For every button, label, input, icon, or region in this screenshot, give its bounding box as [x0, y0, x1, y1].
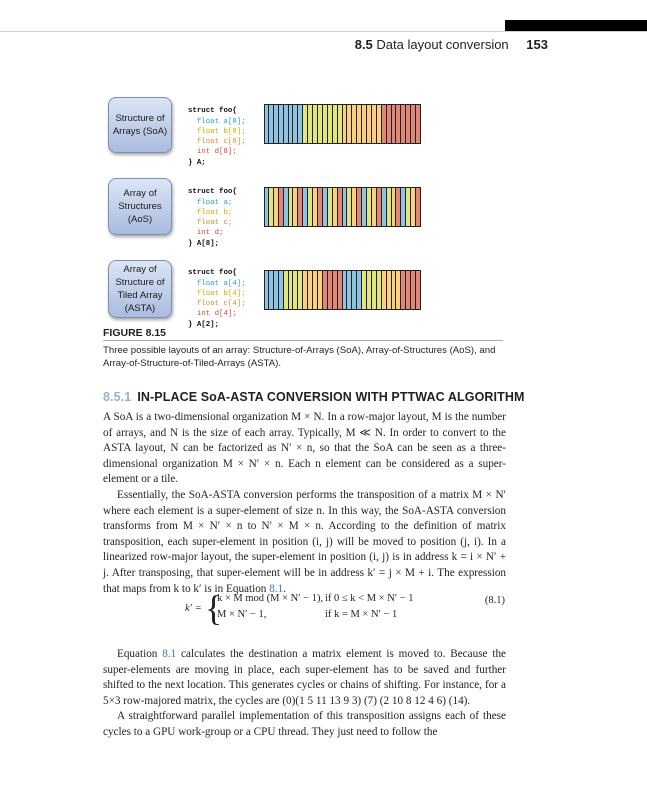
- header-rule: [0, 31, 647, 32]
- equation-cond-2: if k = M × N′ − 1: [325, 609, 398, 620]
- body-text-top: [103, 410, 506, 597]
- running-header: [0, 37, 548, 52]
- asta-code: [188, 258, 246, 330]
- code-line: int d[8];: [196, 148, 237, 157]
- aos-label: Array of Structures (AoS): [108, 178, 172, 235]
- equation-lhs: k′ =: [185, 603, 202, 614]
- code-line: int d[4];: [196, 310, 237, 319]
- page-number: 153: [526, 37, 548, 52]
- equation-ref-link[interactable]: 8.1: [269, 582, 284, 595]
- code-line: float a[4];: [196, 279, 246, 288]
- body-text-bottom: [103, 647, 506, 741]
- code-line: } A[2];: [188, 320, 220, 329]
- paragraph-2: [103, 488, 506, 597]
- code-line: int d;: [196, 229, 224, 238]
- soa-label: Structure of Arrays (SoA): [108, 97, 172, 153]
- paragraph-3-pre: Equation: [117, 648, 158, 660]
- figure-rule: [103, 340, 503, 341]
- equation-cond-1: if 0 ≤ k < M × N′ − 1: [325, 593, 414, 604]
- asta-label: Array of Structure of Tiled Array (ASTA): [108, 260, 172, 318]
- equation-case-1: k × M mod (M × N′ − 1),: [217, 593, 324, 604]
- paragraph-1: A SoA is a two-dimensional organization M × N. In a row-major layout, M is the number of arrays, and N is the size of each array. Typically, M ≪ N. In order to convert to the ASTA layout, N can be factorized as N′ × n, so that the SoA can be seen as a three-dimensional organization M × N′ × n. Each n element can be considered as a super-element or a tile.: [103, 411, 506, 486]
- paragraph-3: [103, 647, 506, 709]
- equation-brace: {: [205, 588, 223, 628]
- figure-caption: Three possible layouts of an array: Structure-of-Arrays (SoA), Array-of-Structures (AoS), and Array-of-Structure-of-Tiled-Arrays (ASTA).: [103, 345, 496, 369]
- paragraph-2-end: .: [283, 582, 286, 595]
- section-heading: [103, 390, 524, 404]
- soa-memory-strip: [264, 104, 421, 144]
- code-line: float a;: [196, 198, 233, 207]
- paragraph-2-text: Essentially, the SoA-ASTA conversion performs the transposition of a matrix M × N′ where each element is a super-element of size n. In this way, the SoA-ASTA conversion transforms from M × N′ × n to N′ × M × n. According to the definition of matrix transposition, each super-element in position (i, j) will be moved to position (j, i). In a linearized row-major layout, the super-element in position (i, j) is in address k = i × N′ + j. After transposing, that super-element will be in address k′ = j × M + i. The expression that maps from k to k′ is in Equation: [103, 488, 506, 595]
- code-line: float a[8];: [196, 117, 246, 126]
- memory-cell-d-element: [416, 104, 421, 144]
- code-line: } A[8];: [188, 239, 220, 248]
- aos-memory-strip: [264, 187, 421, 227]
- memory-cell-d-element: [416, 270, 421, 310]
- asta-memory-strip: [264, 270, 421, 310]
- equation-8-1: [185, 588, 505, 633]
- header-section-number: 8.5: [354, 37, 373, 52]
- paragraph-4: A straightforward parallel implementation of this transposition assigns each of these cycles to a GPU work-group or a CPU thread. They just need to follow the: [103, 710, 506, 738]
- memory-cell-d-element: [416, 187, 421, 227]
- section-number: 8.5.1: [103, 390, 132, 404]
- code-line: float c[4];: [196, 300, 246, 309]
- aos-code: [188, 177, 237, 249]
- code-line: } A;: [188, 158, 206, 167]
- code-line: float b[4];: [196, 289, 246, 298]
- equation-case-2: M × N′ − 1,: [217, 609, 267, 620]
- figure-label: FIGURE 8.15: [103, 327, 167, 339]
- code-line: float c;: [196, 219, 233, 228]
- equation-number: (8.1): [484, 595, 505, 606]
- soa-code: [188, 96, 246, 168]
- code-line: float b;: [196, 208, 233, 217]
- paragraph-3-text: calculates the destination a matrix element is moved to. Because the super-elements are moving in place, each super-element has to be saved and further shifted to the next location. This generates cycles or chains of shifting. For instance, for a 5×3 row-majored matrix, the cycles are (0)(1 5 11 13 9 3) (7) (2 10 8 12 4 6) (14).: [103, 648, 507, 707]
- code-line: float c[8];: [196, 138, 246, 147]
- section-title: IN-PLACE SoA-ASTA CONVERSION WITH PTTWAC ALGORITHM: [137, 390, 525, 404]
- header-bar: [505, 20, 647, 31]
- code-line: struct foo{: [188, 269, 237, 278]
- equation-ref-link[interactable]: 8.1: [162, 648, 177, 660]
- code-line: struct foo{: [188, 107, 237, 116]
- code-line: struct foo{: [188, 188, 237, 197]
- code-line: float b[8];: [196, 127, 246, 136]
- header-title: Data layout conversion: [376, 37, 509, 52]
